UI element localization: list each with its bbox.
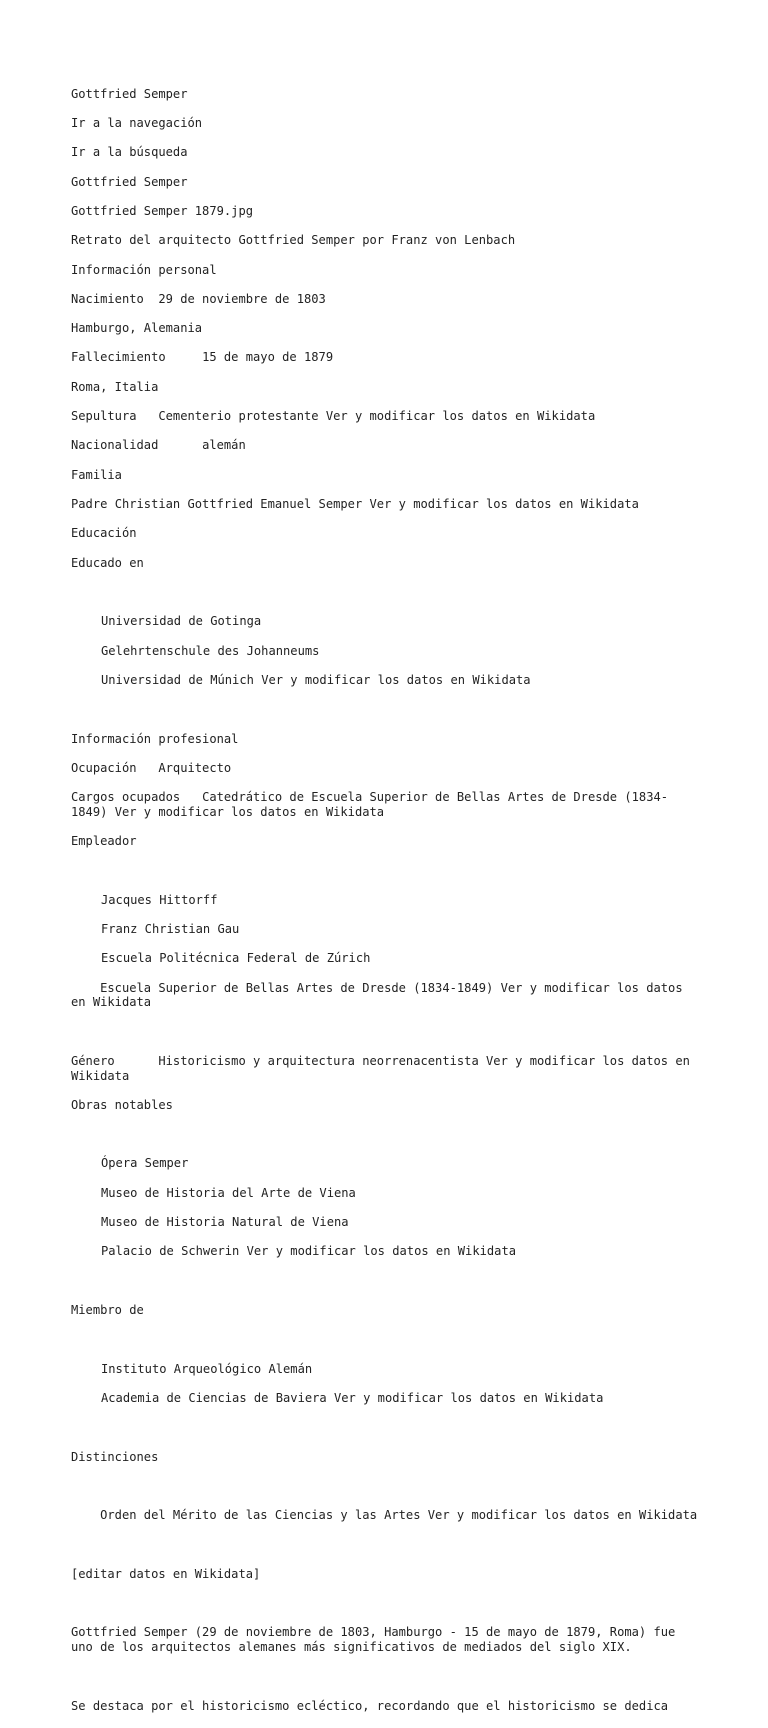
list-item[interactable]: Museo de Historia del Arte de Viena xyxy=(101,1185,356,1200)
list-item[interactable]: Academia de Ciencias de Baviera xyxy=(101,1390,327,1405)
image-caption: Retrato del arquitecto Gottfried Semper por Franz von Lenbach xyxy=(71,233,516,248)
list-item[interactable]: Museo de Historia Natural de Viena xyxy=(101,1215,349,1230)
burial-row xyxy=(71,409,701,424)
occupation-value-link[interactable]: Arquitecto xyxy=(158,760,232,775)
educated-in-label: Educado en xyxy=(71,555,144,570)
death-place: Roma, Italia xyxy=(71,379,159,394)
list-item[interactable]: Ópera Semper xyxy=(101,1156,189,1171)
genre-label: Género xyxy=(71,1053,115,1068)
wikidata-edit-link[interactable]: Ver y modificar los datos en Wikidata xyxy=(114,804,385,819)
occupation-row xyxy=(71,761,701,776)
wikidata-edit-link[interactable]: Ver y modificar los datos en Wikidata xyxy=(427,1508,698,1523)
burial-value-link[interactable]: Cementerio protestante xyxy=(158,409,319,424)
wikidata-edit-link[interactable]: Ver y modificar los datos en Wikidata xyxy=(246,1244,517,1259)
burial-label: Sepultura xyxy=(71,409,137,424)
father-row xyxy=(71,497,701,512)
member-of-label: Miembro de xyxy=(71,1303,144,1318)
employer-label: Empleador xyxy=(71,834,137,849)
list-item[interactable]: Palacio de Schwerin xyxy=(101,1244,240,1259)
wikidata-edit-link[interactable]: Ver y modificar los datos en Wikidata xyxy=(369,497,639,512)
list-item[interactable]: Franz Christian Gau xyxy=(101,922,240,937)
works-label: Obras notables xyxy=(71,1097,173,1112)
wikidata-edit-link[interactable]: Ver y modificar los datos en Wikidata xyxy=(261,672,531,687)
birth-label: Nacimiento xyxy=(71,291,144,306)
skip-to-search-link[interactable]: Ir a la búsqueda xyxy=(71,145,188,160)
page-title: Gottfried Semper xyxy=(71,86,188,101)
positions-label: Cargos ocupados xyxy=(71,790,181,805)
genre-value-link[interactable]: Historicismo y arquitectura neorrenacentista xyxy=(158,1053,479,1068)
genre-row xyxy=(71,1054,701,1083)
list-item[interactable]: Universidad de Gotinga xyxy=(101,614,262,629)
nationality-value: alemán xyxy=(202,438,246,453)
portrait-image-link[interactable]: Gottfried Semper 1879.jpg xyxy=(71,203,254,218)
death-row xyxy=(71,350,701,365)
father-label: Padre xyxy=(71,497,108,512)
nationality-row xyxy=(71,438,701,453)
wikidata-edit-link[interactable]: Ver y modificar los datos en Wikidata xyxy=(334,1390,604,1405)
infobox-name: Gottfried Semper xyxy=(71,174,188,189)
death-value: 15 de mayo de 1879 xyxy=(202,350,334,365)
article-text xyxy=(71,72,701,1728)
birth-place: Hamburgo, Alemania xyxy=(71,321,203,336)
birth-row xyxy=(71,292,701,307)
section-education: Educación xyxy=(71,526,137,541)
list-item[interactable]: Escuela Superior de Bellas Artes de Dresde (1834-1849) xyxy=(100,980,494,995)
edit-wikidata-link[interactable]: [editar datos en Wikidata] xyxy=(71,1566,261,1581)
wikidata-edit-link[interactable]: Ver y modificar los datos en Wikidata xyxy=(71,980,690,1010)
section-personal-info: Información personal xyxy=(71,262,217,277)
positions-value-link[interactable]: Catedrático de Escuela Superior de Bellas Artes de Dresde (1834-1849) xyxy=(71,790,669,819)
nationality-label: Nacionalidad xyxy=(71,438,159,453)
section-family: Familia xyxy=(71,467,122,482)
skip-to-navigation-link[interactable]: Ir a la navegación xyxy=(71,115,203,130)
list-item[interactable]: Jacques Hittorff xyxy=(101,892,218,907)
occupation-label: Ocupación xyxy=(71,760,137,775)
wikidata-edit-link[interactable]: Ver y modificar los datos en Wikidata xyxy=(71,1053,698,1083)
positions-row xyxy=(71,790,701,819)
article-paragraph: Gottfried Semper (29 de noviembre de 1803, Hamburgo - 15 de mayo de 1879, Roma) fue uno de los arquitectos alemanes más significativos de mediados del siglo XIX. xyxy=(71,1625,683,1655)
death-label: Fallecimiento xyxy=(71,350,166,365)
list-item[interactable]: Escuela Politécnica Federal de Zúrich xyxy=(101,951,371,966)
section-professional-info: Información profesional xyxy=(71,731,239,746)
list-item[interactable]: Gelehrtenschule des Johanneums xyxy=(101,643,320,658)
list-item[interactable]: Instituto Arqueológico Alemán xyxy=(101,1361,313,1376)
father-value-link[interactable]: Christian Gottfried Emanuel Semper xyxy=(114,497,363,512)
list-item[interactable]: Orden del Mérito de las Ciencias y las Artes xyxy=(100,1508,421,1523)
awards-label: Distinciones xyxy=(71,1449,159,1464)
list-item[interactable]: Universidad de Múnich xyxy=(101,672,254,687)
wikidata-edit-link[interactable]: Ver y modificar los datos en Wikidata xyxy=(325,409,596,424)
birth-value: 29 de noviembre de 1803 xyxy=(158,291,326,306)
article-paragraph: Se destaca por el historicismo ecléctico, recordando que el historicismo se dedica xyxy=(71,1698,669,1713)
